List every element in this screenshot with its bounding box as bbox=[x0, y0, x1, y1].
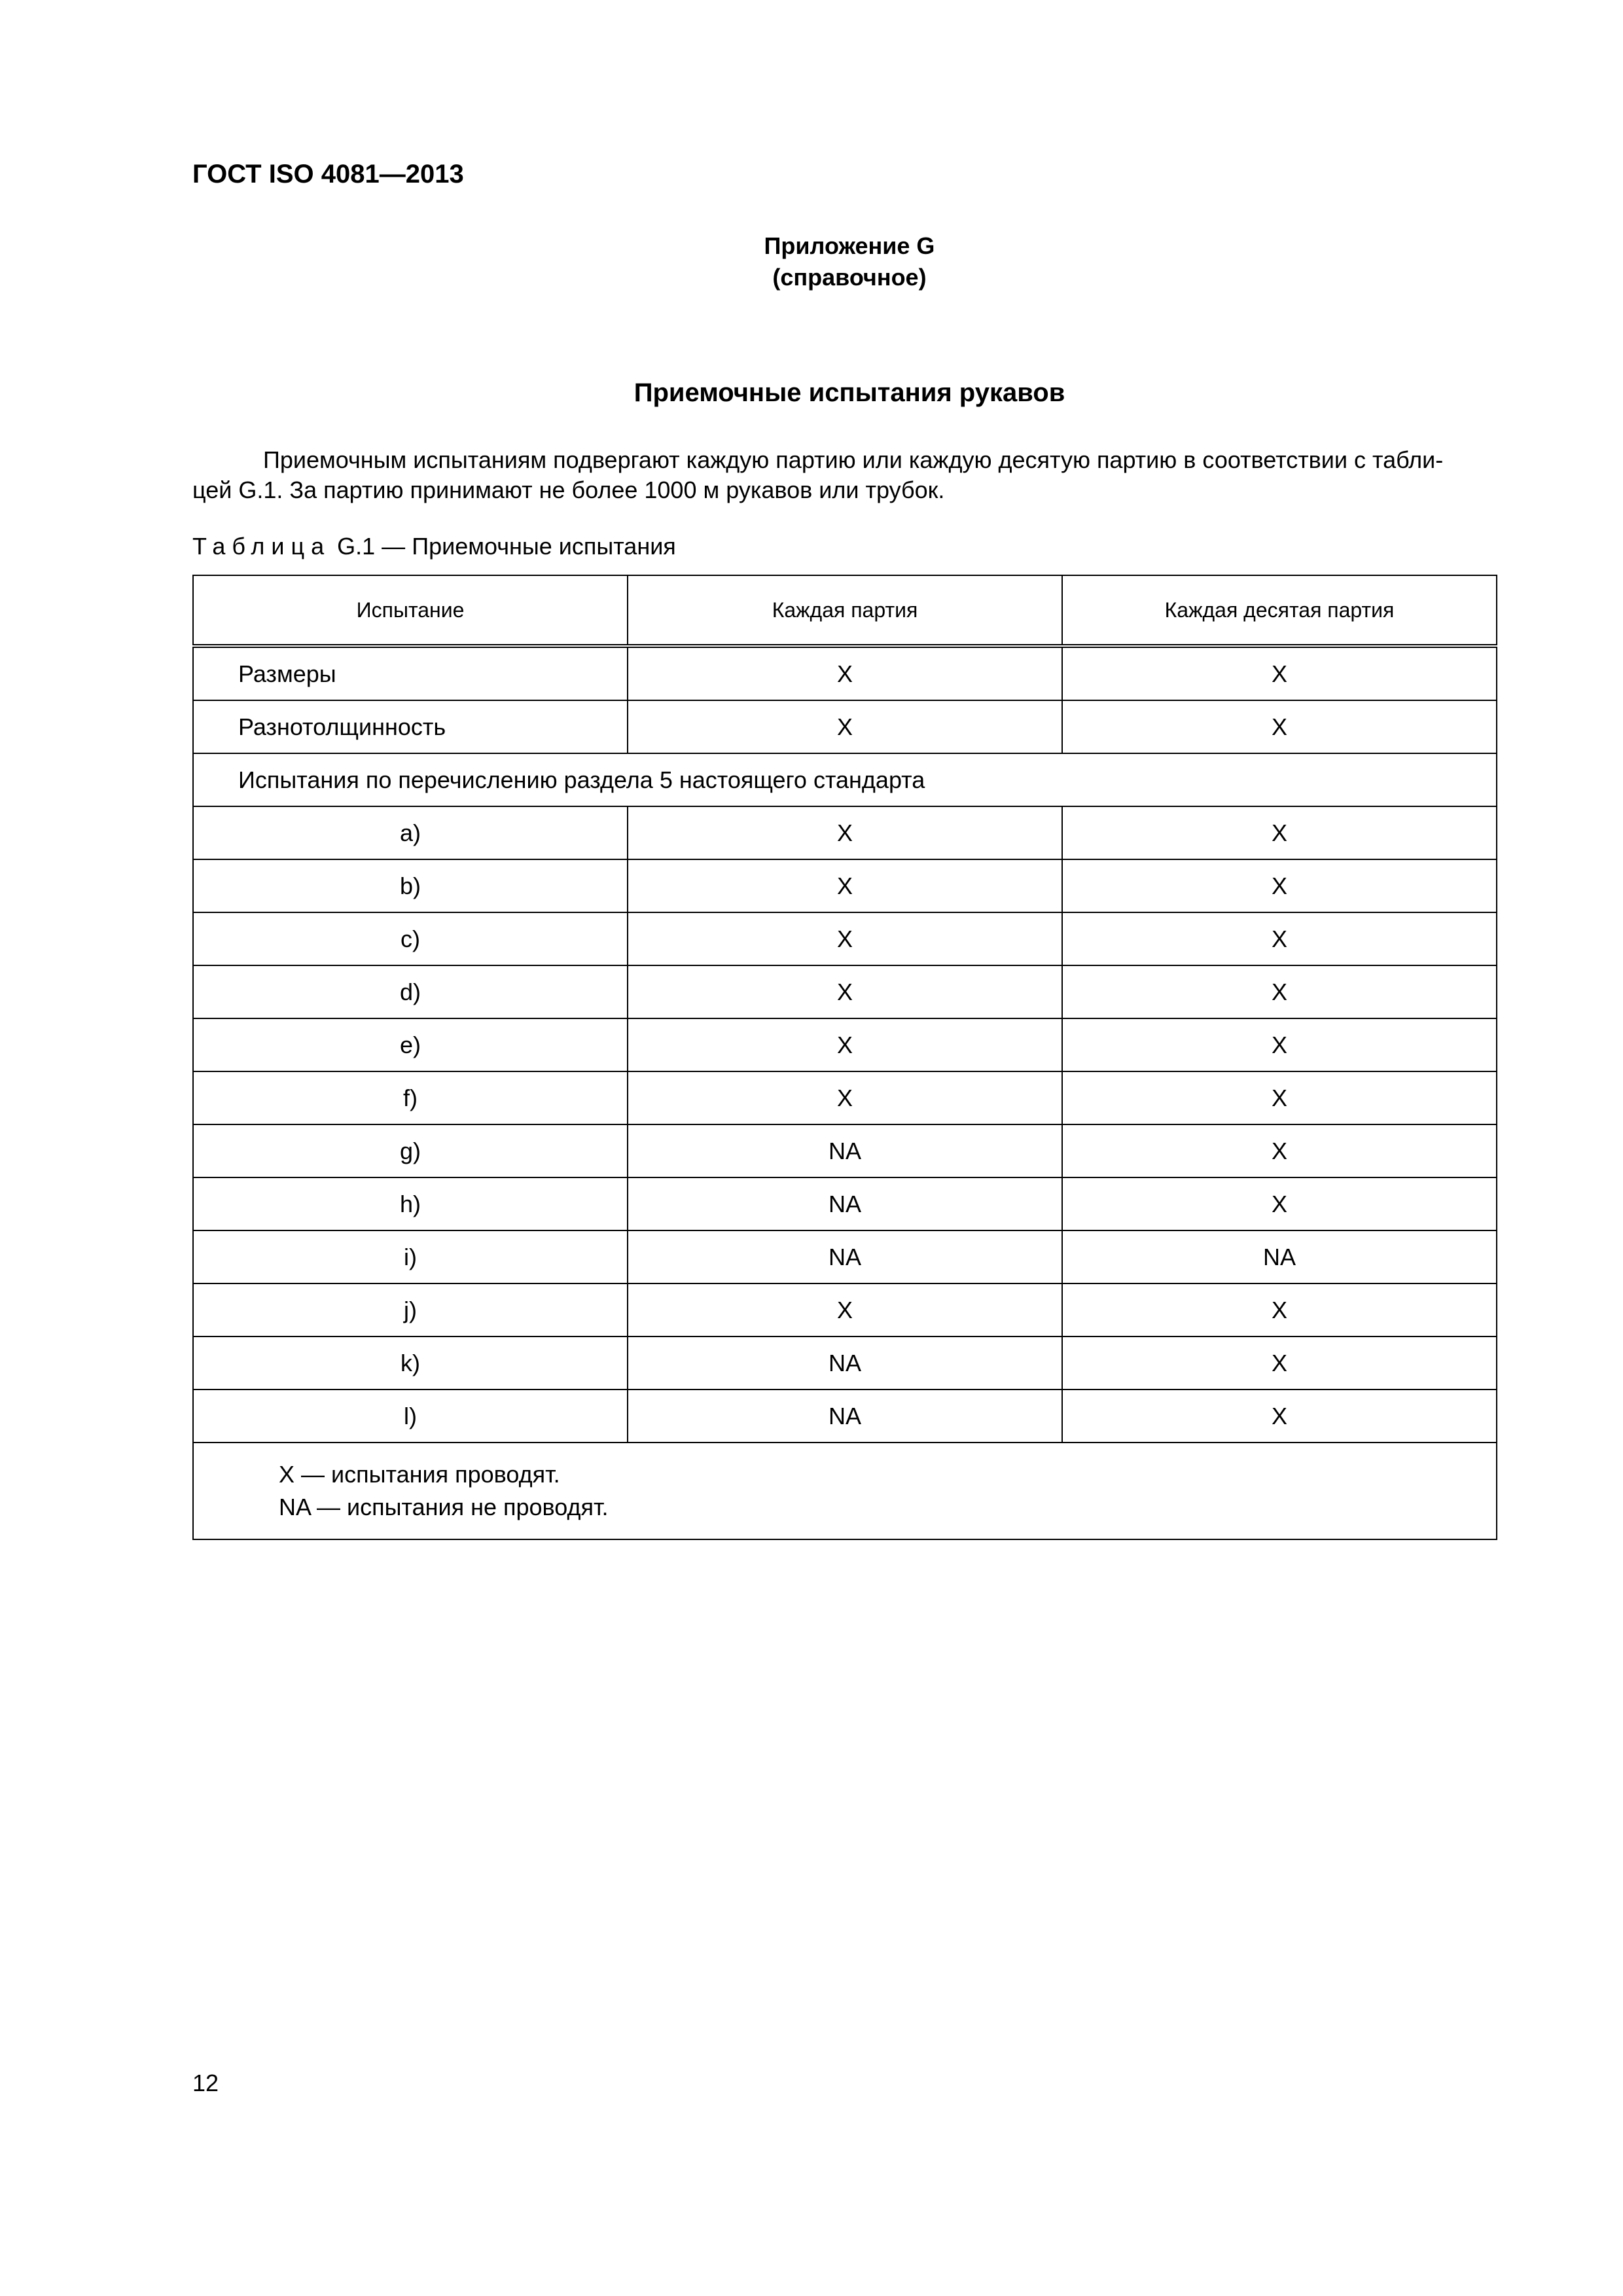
cell-test: g) bbox=[193, 1124, 628, 1177]
table-legend bbox=[193, 1443, 1497, 1539]
table-row bbox=[193, 806, 1497, 859]
table-row bbox=[193, 1230, 1497, 1283]
table-row bbox=[193, 646, 1497, 700]
cell-each: X bbox=[628, 859, 1062, 912]
cell-each: X bbox=[628, 806, 1062, 859]
page-number: 12 bbox=[192, 2070, 219, 2096]
cell-tenth: X bbox=[1062, 859, 1497, 912]
cell-test: k) bbox=[193, 1336, 628, 1390]
table-legend-row bbox=[193, 1443, 1497, 1539]
intro-paragraph bbox=[192, 445, 1501, 505]
legend-na: NA — испытания не проводят. bbox=[279, 1494, 609, 1520]
cell-tenth: NA bbox=[1062, 1230, 1497, 1283]
cell-tenth: X bbox=[1062, 1177, 1497, 1230]
table-row bbox=[193, 1124, 1497, 1177]
cell-test: f) bbox=[193, 1071, 628, 1124]
cell-each: NA bbox=[628, 1124, 1062, 1177]
cell-tenth: X bbox=[1062, 1283, 1497, 1336]
table-row bbox=[193, 1177, 1497, 1230]
table-row bbox=[193, 859, 1497, 912]
table-caption-text: G.1 — Приемочные испытания bbox=[330, 533, 676, 560]
document-code: ГОСТ ISO 4081—2013 bbox=[192, 160, 464, 188]
cell-test: b) bbox=[193, 859, 628, 912]
cell-test: a) bbox=[193, 806, 628, 859]
table-row bbox=[193, 1071, 1497, 1124]
cell-test: d) bbox=[193, 965, 628, 1018]
annex-title: Приложение G bbox=[764, 232, 935, 259]
cell-tenth: X bbox=[1062, 1071, 1497, 1124]
cell-test: i) bbox=[193, 1230, 628, 1283]
table-caption bbox=[192, 533, 676, 560]
cell-test: l) bbox=[193, 1390, 628, 1443]
header-test: Испытание bbox=[193, 575, 628, 646]
table-row bbox=[193, 1390, 1497, 1443]
cell-tenth: X bbox=[1062, 1018, 1497, 1071]
table-row bbox=[193, 912, 1497, 965]
cell-tenth: X bbox=[1062, 1124, 1497, 1177]
cell-tenth: X bbox=[1062, 646, 1497, 700]
legend-x: X — испытания проводят. bbox=[279, 1461, 560, 1488]
cell-each: X bbox=[628, 646, 1062, 700]
cell-each: X bbox=[628, 912, 1062, 965]
annex-subtitle: (справочное) bbox=[772, 264, 927, 291]
header-each-batch: Каждая партия bbox=[628, 575, 1062, 646]
intro-line-2: цей G.1. За партию принимают не более 1000 м рукавов или трубок. bbox=[192, 476, 945, 503]
annex-heading bbox=[0, 230, 1623, 293]
cell-each: NA bbox=[628, 1390, 1062, 1443]
cell-test: Разнотолщинность bbox=[193, 700, 628, 753]
table-caption-label: Таблица bbox=[192, 533, 331, 560]
section-title: Приемочные испытания рукавов bbox=[633, 378, 1065, 407]
table-span-row bbox=[193, 753, 1497, 806]
cell-each: X bbox=[628, 965, 1062, 1018]
header-every-tenth-batch: Каждая десятая партия bbox=[1062, 575, 1497, 646]
cell-test: c) bbox=[193, 912, 628, 965]
cell-test: j) bbox=[193, 1283, 628, 1336]
cell-span: Испытания по перечислению раздела 5 настоящего стандарта bbox=[193, 753, 1497, 806]
table-row bbox=[193, 700, 1497, 753]
table-row bbox=[193, 1336, 1497, 1390]
cell-tenth: X bbox=[1062, 1336, 1497, 1390]
cell-test: e) bbox=[193, 1018, 628, 1071]
cell-each: X bbox=[628, 1283, 1062, 1336]
acceptance-tests-table bbox=[192, 575, 1497, 1540]
cell-each: X bbox=[628, 1071, 1062, 1124]
cell-test: Размеры bbox=[193, 646, 628, 700]
cell-tenth: X bbox=[1062, 912, 1497, 965]
cell-each: X bbox=[628, 1018, 1062, 1071]
table-row bbox=[193, 965, 1497, 1018]
cell-each: X bbox=[628, 700, 1062, 753]
intro-line-1: Приемочным испытаниям подвергают каждую партию или каждую десятую партию в соответствии с табли- bbox=[263, 446, 1444, 473]
cell-tenth: X bbox=[1062, 700, 1497, 753]
cell-test: h) bbox=[193, 1177, 628, 1230]
cell-tenth: X bbox=[1062, 965, 1497, 1018]
table-row bbox=[193, 1018, 1497, 1071]
table-row bbox=[193, 1283, 1497, 1336]
table-header-row bbox=[193, 575, 1497, 646]
cell-each: NA bbox=[628, 1336, 1062, 1390]
cell-each: NA bbox=[628, 1177, 1062, 1230]
cell-each: NA bbox=[628, 1230, 1062, 1283]
cell-tenth: X bbox=[1062, 806, 1497, 859]
cell-tenth: X bbox=[1062, 1390, 1497, 1443]
